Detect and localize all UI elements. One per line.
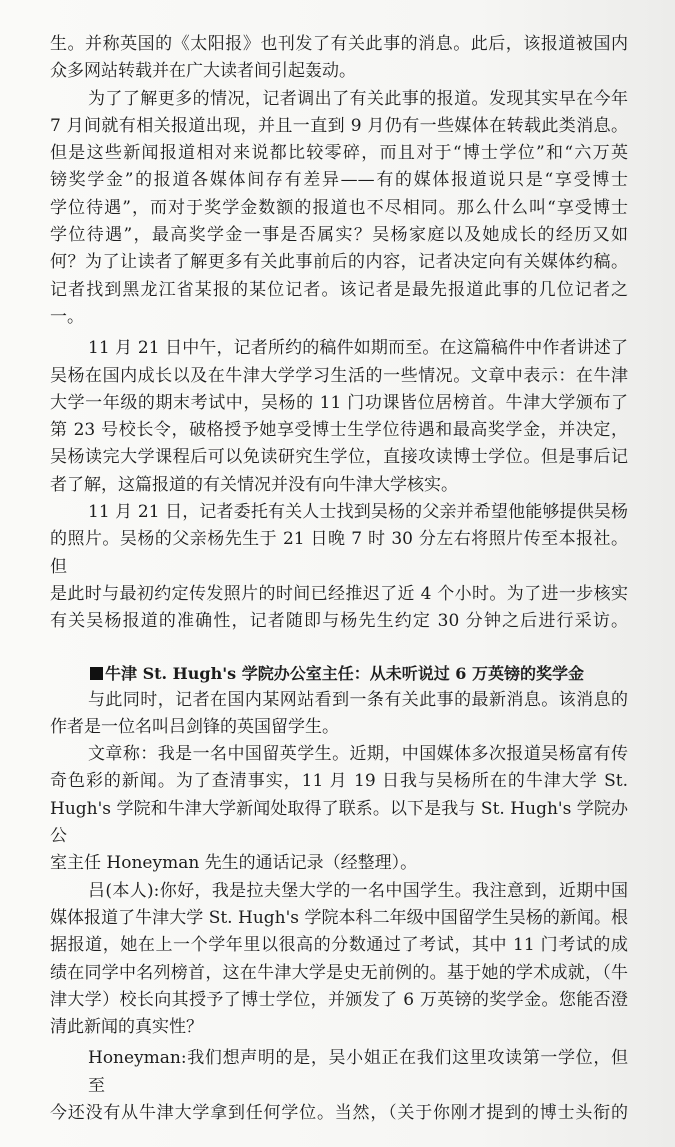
- text-line: 的照片。吴杨的父亲杨先生于 21 日晚 7 时 30 分左右将照片传至本报社。但: [50, 529, 628, 577]
- text-line: 媒体报道了牛津大学 St. Hugh's 学院本科二年级中国留学生吴杨的新闻。根: [50, 907, 628, 928]
- paragraph: [50, 687, 628, 742]
- paragraph: [50, 335, 628, 499]
- text-line: 众多网站转载并在广大读者间引起轰动。: [50, 61, 356, 82]
- text-line: 者了解，这篇报道的有关情况并没有向牛津大学核实。: [50, 474, 458, 495]
- text-line: 第 23 号校长令，破格授予她享受博士生学位待遇和最高奖学金，并决定，: [50, 420, 628, 441]
- text-line: 清此新闻的真实性？: [50, 1017, 203, 1038]
- text-line: 今还没有从牛津大学拿到任何学位。当然，（关于你刚才提到的博士头衔的: [50, 1102, 628, 1123]
- text-line: 吴杨读完大学课程后可以免读研究生学位，直接攻读博士学位。但是事后记: [50, 447, 628, 468]
- section-heading-text: 牛津 St. Hugh's 学院办公室主任：从未听说过 6 万英镑的奖学金: [105, 663, 584, 683]
- paragraph: [50, 741, 628, 877]
- text-line: 绩在同学中名列榜首，这在牛津大学是史无前例的。基于她的学术成就，（牛: [50, 962, 628, 983]
- text-line: 文章称：我是一名中国留英学生。近期，中国媒体多次报道吴杨富有传: [88, 744, 628, 765]
- text-line: 室主任 Honeyman 先生的通话记录（经整理）。: [50, 853, 418, 874]
- text-line: 与此同时，记者在国内某网站看到一条有关此事的最新消息。该消息的: [88, 689, 628, 710]
- article-section-1: [50, 31, 628, 636]
- text-line: 但是这些新闻报道相对来说都比较零碎，而且对于“博士学位”和“六万英: [50, 143, 628, 164]
- text-line: 学位待遇”，最高奖学金一事是否属实？吴杨家庭以及她成长的经历又如: [50, 225, 628, 246]
- text-line: 作者是一位名叫吕剑锋的英国留学生。: [50, 716, 339, 737]
- section-heading: [50, 660, 628, 687]
- paragraph: [50, 878, 628, 1042]
- text-line: Hugh's 学院和牛津大学新闻处取得了联系。以下是我与 St. Hugh's 学院办公: [50, 798, 628, 847]
- text-line: 奇色彩的新闻。为了查清事实，11 月 19 日我与吴杨所在的牛津大学 St.: [50, 771, 628, 792]
- text-line: 一。: [50, 306, 84, 327]
- article-section-2: [50, 687, 628, 1128]
- heading-bullet-icon: [90, 667, 103, 680]
- text-line: 镑奖学金”的报道各媒体间存有差异——有的媒体报道说只是“享受博士: [50, 170, 628, 191]
- text-line: 11 月 21 日中午，记者所约的稿件如期而至。在这篇稿件中作者讲述了: [88, 338, 628, 359]
- text-line: 记者找到黑龙江省某报的某位记者。该记者是最先报道此事的几位记者之: [50, 279, 628, 300]
- article-body: [50, 31, 628, 1127]
- text-line: 有关吴杨报道的准确性，记者随即与杨先生约定 30 分钟之后进行采访。: [50, 611, 628, 632]
- text-line: 是此时与最初约定传发照片的时间已经推迟了近 4 个小时。为了进一步核实: [50, 583, 628, 604]
- text-line: 吴杨在国内成长以及在牛津大学学习生活的一些情况。文章中表示：在牛津: [50, 365, 628, 386]
- text-line: 据报道，她在上一个学年里以很高的分数通过了考试，其中 11 门考试的成: [50, 935, 628, 956]
- paragraph: [50, 1045, 628, 1127]
- text-line: 吕(本人):你好，我是拉夫堡大学的一名中国学生。我注意到，近期中国: [88, 880, 628, 901]
- text-line: 何？为了让读者了解更多有关此事前后的内容，记者决定向有关媒体约稿。: [50, 252, 628, 273]
- text-line: 津大学）校长向其授予了博士学位，并颁发了 6 万英镑的奖学金。您能否澄: [50, 989, 628, 1010]
- text-line: 7 月间就有相关报道出现，并且一直到 9 月仍有一些媒体在转载此类消息。: [50, 115, 628, 136]
- text-line: 为了了解更多的情况，记者调出了有关此事的报道。发现其实早在今年: [88, 88, 628, 109]
- paragraph: [50, 499, 628, 635]
- text-line: Honeyman:我们想声明的是，吴小姐正在我们这里攻读第一学位，但至: [88, 1048, 628, 1096]
- paragraph: [50, 31, 628, 86]
- text-line: 学位待遇”，而对于奖学金数额的报道也不尽相同。那么什么叫“享受博士: [50, 197, 628, 218]
- text-line: 生。并称英国的《太阳报》也刊发了有关此事的消息。此后，该报道被国内: [50, 34, 628, 54]
- text-line: 大学一年级的期末考试中，吴杨的 11 门功课皆位居榜首。牛津大学颁布了: [50, 392, 628, 413]
- text-line: 11 月 21 日，记者委托有关人士找到吴杨的父亲并希望他能够提供吴杨: [88, 502, 628, 523]
- paragraph: [50, 86, 628, 332]
